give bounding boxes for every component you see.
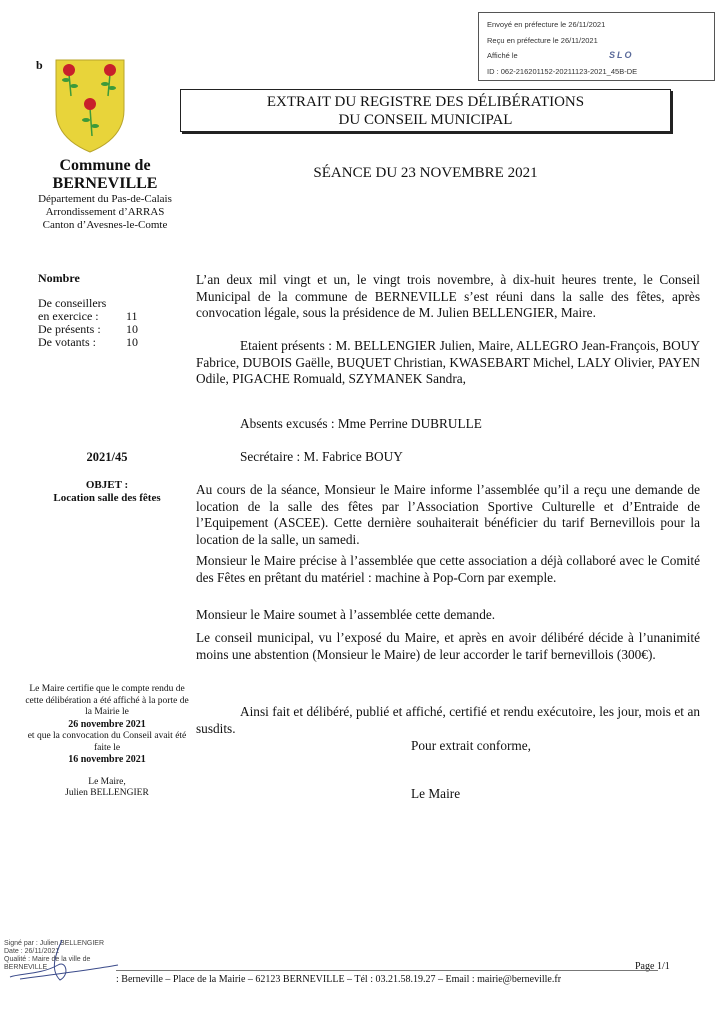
cert-date2: 16 novembre 2021 [68,754,146,765]
stamp-posted: Affiché le [487,51,518,60]
nombre-line1: De conseillers [38,296,107,310]
departement: Département du Pas-de-Calais [38,193,172,205]
stamp-sent: Envoyé en préfecture le 26/11/2021 [487,20,606,29]
deliberation-ref: 2021/45 [86,450,128,464]
cert-text1: Le Maire certifie que le compte rendu de cette délibération a été affiché à la porte de la Mairie le [25,684,189,717]
canton: Canton d’Avesnes-le-Comte [42,219,168,231]
sig-line1: Signé par : Julien BELLENGIER [4,940,104,947]
arrondissement: Arrondissement d’ARRAS [45,206,165,218]
deliberation-p4: Le conseil municipal, vu l’exposé du Maire, et après en avoir délibéré décide à l’unanimité moins une abstention (Monsieur le Maire) de leur accorder le tarif bernevillois (300€). [196,630,700,662]
intro-paragraph: L’an deux mil vingt et un, le vingt trois novembre, à dix-huit heures trente, le Conseil Municipal de la commune de BERNEVILLE s’est réuni dans la salle des fêtes, après convocation légale, sous la présidence de M. Julien BELLENGIER, Maire. [196,272,700,320]
footer-address: : Berneville – Place de la Mairie – 62123 BERNEVILLE – Tél : 03.21.58.19.27 – Email : mairie@berneville.fr [116,974,562,985]
signer-title: Le Maire, [88,776,126,787]
stamp-id: ID : 062-216201152-20211123-2021_45B-DE [487,66,638,76]
sig-line2: Date : 26/11/2021 [4,948,60,955]
cert-text2: et que la convocation du Conseil avait été faite le [27,731,187,753]
nombre-row: De présents : 10 [38,322,138,336]
deliberation-p2: Monsieur le Maire précise à l’assemblée que cette association a déjà collaboré avec le Comité des Fêtes en prêtant du matériel : machine à Pop-Corn par exemple. [196,553,700,585]
signer-name: Julien BELLENGIER [65,788,149,798]
certification-block [22,684,192,800]
cert-date1: 26 novembre 2021 [68,718,146,730]
closing-paragraph: Ainsi fait et délibéré, publié et affiché, certifié et rendu exécutoire, les jour, mois et an susdits. [196,704,700,736]
signature-scribble-icon [0,935,120,985]
sig-line4: BERNEVILLE [4,964,48,971]
document-title [180,89,671,132]
deliberation-p3: Monsieur le Maire soumet à l’assemblée cette demande. [196,607,496,622]
seance-date: SÉANCE DU 23 NOVEMBRE 2021 [313,165,538,181]
commune-block [20,157,190,232]
prefecture-stamp [478,12,715,81]
conforme: Pour extrait conforme, [411,738,532,753]
title-line2: DU CONSEIL MUNICIPAL [338,112,513,128]
stamp-received: Reçu en préfecture le 26/11/2021 [487,35,598,45]
corner-mark: b [36,58,43,72]
nombre-heading: Nombre [38,271,80,285]
objet-text: Location salle des fêtes [53,492,161,504]
sig-line3: Qualité : Maire de la ville de [4,956,91,963]
objet-label: OBJET : [85,479,129,491]
absents: Absents excusés : Mme Perrine DUBRULLE [240,416,482,431]
secretaire: Secrétaire : M. Fabrice BOUY [240,449,403,464]
coat-of-arms-icon [54,58,126,154]
maire-signature: Le Maire [411,786,461,801]
title-line1: EXTRAIT DU REGISTRE DES DÉLIBÉRATIONS [266,94,585,110]
nombre-row: De votants : 10 [38,335,138,349]
deliberation-p1: Au cours de la séance, Monsieur le Maire informe l’assemblée qu’il a reçu une demande de location de la salle des fêtes par l’Association Sportive Culturelle et d’Entraide de l’Equipement (ASCEE). Cette dernière souhaiterait bénéficier du tarif Bernevillois pour la location de la salle, un samedi. [196,482,700,547]
nombre-block [38,272,138,349]
presents-paragraph: Etaient présents : M. BELLENGIER Julien, Maire, ALLEGRO Jean-François, BOUY Fabrice, DUBOIS Gaëlle, BUQUET Christian, KWASEBART Michel, LALY Olivier, PAYEN Odile, PIGACHE Romuald, SZYMANEK Sandra, [196,338,700,386]
nombre-row: en exercice : 11 [38,309,138,323]
commune-name: BERNEVILLE [52,175,158,192]
objet-block [22,479,192,505]
slo-logo: SLO [609,50,634,60]
footer-divider [116,970,658,971]
page-number: Page 1/1 [635,961,670,972]
commune-line1: Commune de [59,157,151,174]
